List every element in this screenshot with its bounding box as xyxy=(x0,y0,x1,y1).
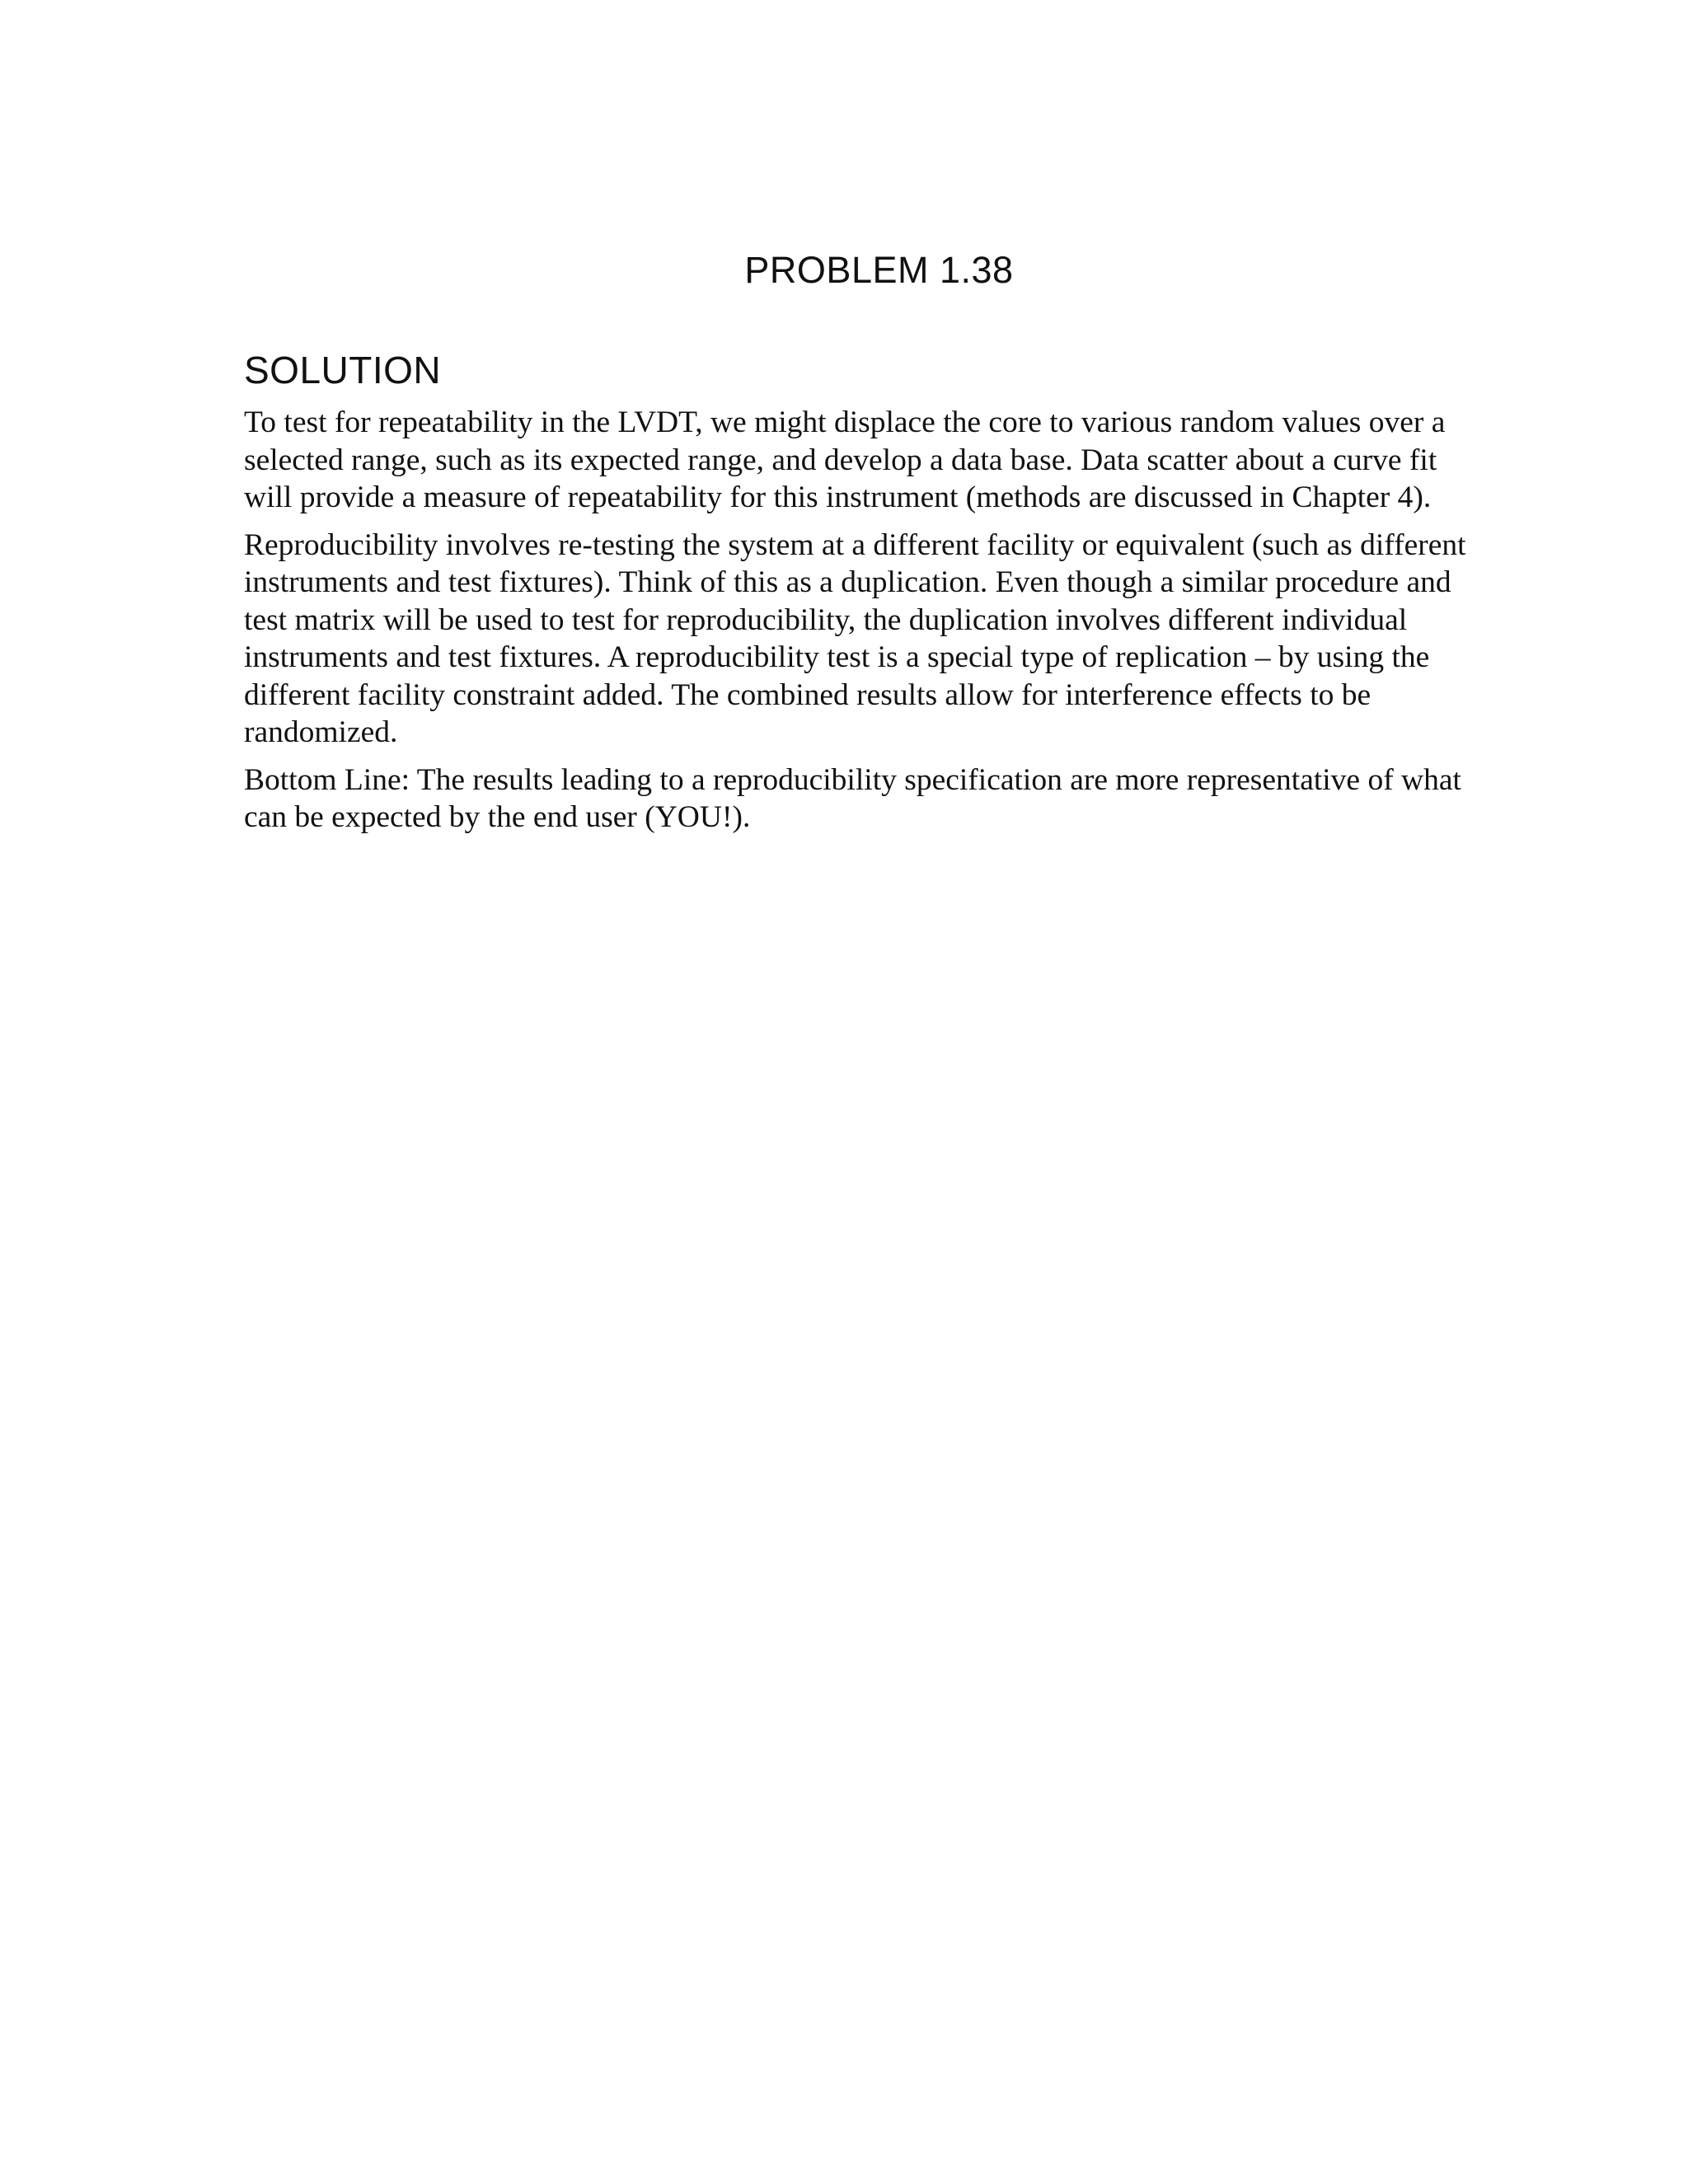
paragraph-reproducibility: Reproducibility involves re-testing the system at a different facility or equivalent (such as different instruments and test fixtures). Think of this as a duplication. Even though a similar procedure and test matrix will be used to test for reproducibility, the duplication involves different individual instruments and test fixtures. A reproducibility test is a special type of replication – by using the different facility constraint added. The combined results allow for interference effects to be randomized. xyxy=(244,527,1466,749)
paragraph-repeatability: To test for repeatability in the LVDT, we might displace the core to various random values over a selected range, such as its expected range, and develop a data base. Data scatter about a curve fit will provide a measure of repeatability for this instrument (methods are discussed in Chapter 4). xyxy=(244,405,1446,514)
problem-title: PROBLEM 1.38 xyxy=(744,249,1014,291)
solution-heading: SOLUTION xyxy=(244,349,442,391)
paragraph-bottom-line: Bottom Line: The results leading to a reproducibility specification are more representative of what can be expected by the end user (YOU!). xyxy=(244,762,1461,834)
solution-body xyxy=(244,404,1480,846)
